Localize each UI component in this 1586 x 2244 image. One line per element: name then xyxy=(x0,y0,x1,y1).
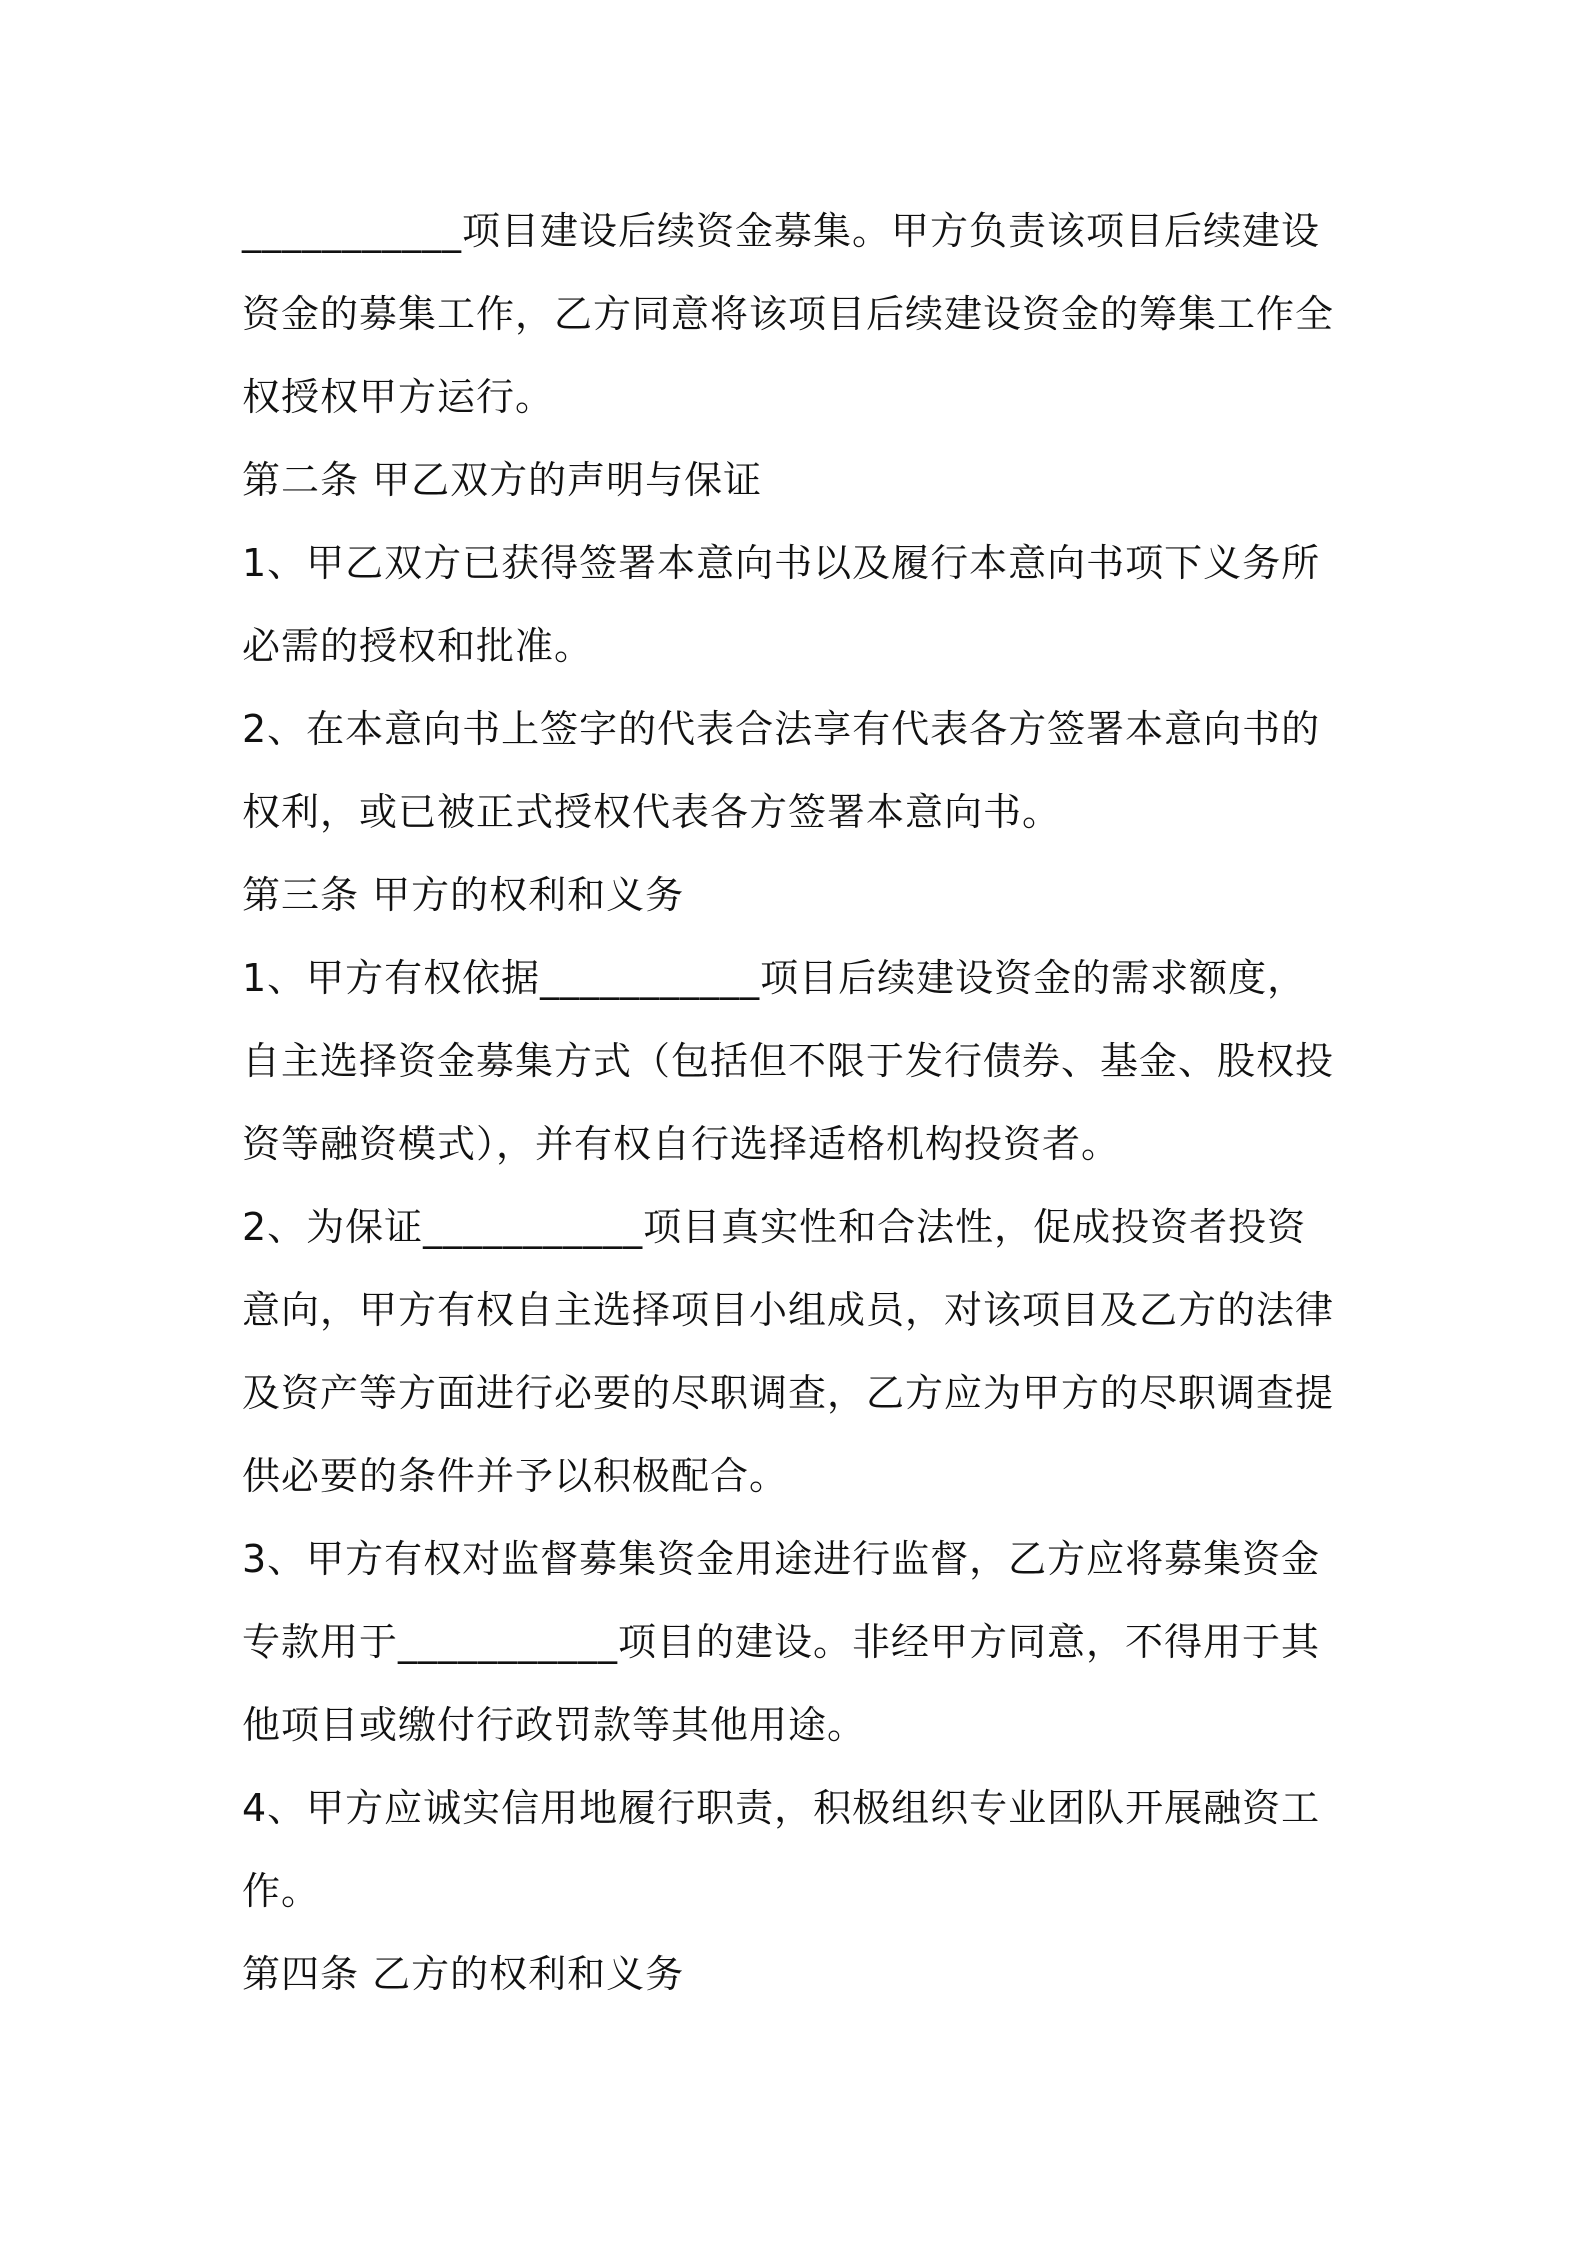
document-body xyxy=(242,190,1362,2016)
text-line: 1、甲方有权依据___________项目后续建设资金的需求额度， xyxy=(242,956,1307,1000)
text-line: 自主选择资金募集方式（包括但不限于发行债券、基金、股权投 xyxy=(242,1039,1335,1083)
text-line: 4、甲方应诚实信用地履行职责，积极组织专业团队开展融资工 xyxy=(242,1786,1321,1830)
text-line: 专款用于___________项目的建设。非经甲方同意，不得用于其 xyxy=(242,1620,1321,1664)
text-line: 他项目或缴付行政罚款等其他用途。 xyxy=(242,1703,867,1747)
text-line: 及资产等方面进行必要的尽职调查，乙方应为甲方的尽职调查提 xyxy=(242,1371,1335,1415)
text-line: 资金的募集工作，乙方同意将该项目后续建设资金的筹集工作全 xyxy=(242,292,1335,336)
text-line: ___________项目建设后续资金募集。甲方负责该项目后续建设 xyxy=(242,209,1321,253)
text-line: 2、在本意向书上签字的代表合法享有代表各方签署本意向书的 xyxy=(242,707,1321,751)
article-heading: 第四条 乙方的权利和义务 xyxy=(242,1952,685,1996)
text-line: 供必要的条件并予以积极配合。 xyxy=(242,1454,789,1498)
text-line: 权授权甲方运行。 xyxy=(242,375,555,419)
text-line: 3、甲方有权对监督募集资金用途进行监督，乙方应将募集资金 xyxy=(242,1537,1321,1581)
text-line: 2、为保证___________项目真实性和合法性，促成投资者投资 xyxy=(242,1205,1307,1249)
text-line: 资等融资模式），并有权自行选择适格机构投资者。 xyxy=(242,1122,1121,1166)
text-line: 意向，甲方有权自主选择项目小组成员，对该项目及乙方的法律 xyxy=(242,1288,1335,1332)
text-line: 权利，或已被正式授权代表各方签署本意向书。 xyxy=(242,790,1062,834)
article-heading: 第三条 甲方的权利和义务 xyxy=(242,873,685,917)
article-heading: 第二条 甲乙双方的声明与保证 xyxy=(242,458,763,502)
text-line: 必需的授权和批准。 xyxy=(242,624,594,668)
text-line: 1、甲乙双方已获得签署本意向书以及履行本意向书项下义务所 xyxy=(242,541,1321,585)
text-line: 作。 xyxy=(242,1869,321,1913)
